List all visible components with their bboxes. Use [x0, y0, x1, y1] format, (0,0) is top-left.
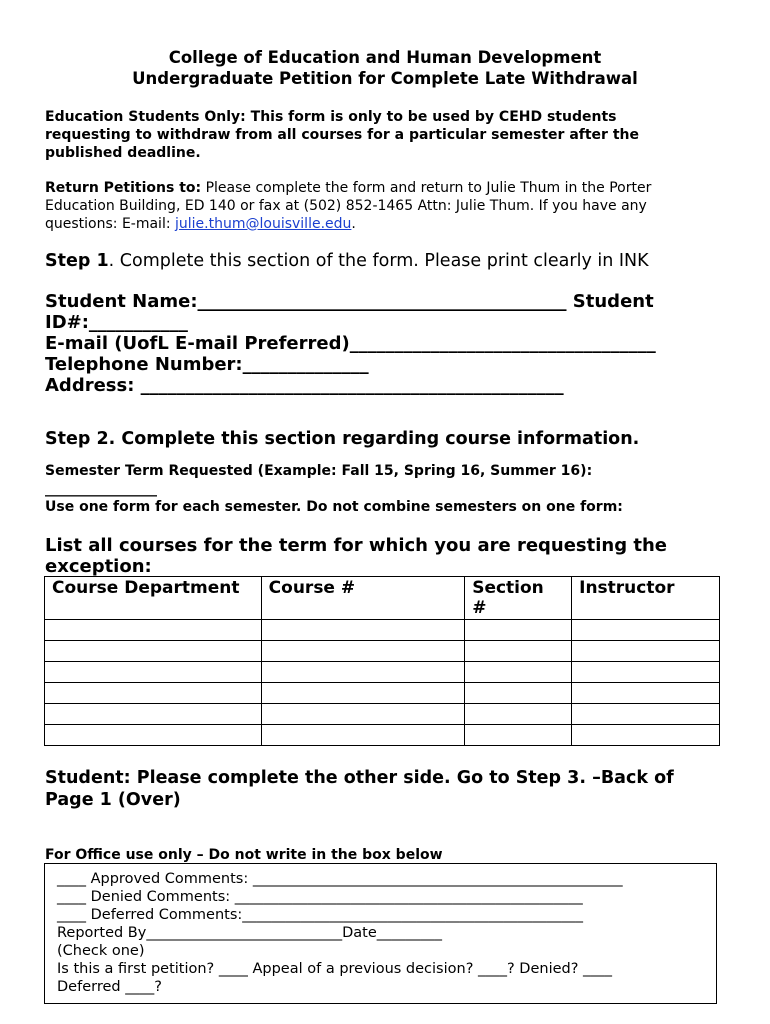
over-note-line2: Page 1 (Over): [45, 790, 181, 810]
cell-department[interactable]: [45, 704, 262, 725]
office-use-box: [44, 863, 717, 1004]
courses-list-line2: exception:: [45, 556, 152, 577]
email-field[interactable]: E-mail (UofL E-mail Preferred)__________________________________: [45, 333, 656, 354]
semester-term-field[interactable]: ________________: [45, 481, 157, 497]
cell-section[interactable]: [465, 641, 572, 662]
cell-course-number[interactable]: [261, 725, 465, 746]
cell-instructor[interactable]: [572, 641, 720, 662]
student-id-field[interactable]: ID#:___________: [45, 312, 188, 333]
approved-comments-field: ____ Approved Comments: ___________________________________________________: [57, 871, 623, 887]
cell-department[interactable]: [45, 683, 262, 704]
return-info-label: Return Petitions to:: [45, 180, 202, 196]
first-petition-line: Is this a first petition? ____ Appeal of a previous decision? ____? Denied? ____: [57, 961, 613, 977]
cell-section[interactable]: [465, 662, 572, 683]
col-instructor: Instructor: [572, 577, 720, 620]
cell-department[interactable]: [45, 662, 262, 683]
telephone-field[interactable]: Telephone Number:______________: [45, 354, 369, 375]
cell-instructor[interactable]: [572, 620, 720, 641]
table-row: [45, 620, 720, 641]
cell-course-number[interactable]: [261, 704, 465, 725]
table-row: [45, 704, 720, 725]
notice-line2: requesting to withdraw from all courses for a particular semester after the: [45, 127, 639, 143]
table-row: [45, 641, 720, 662]
cell-section[interactable]: [465, 704, 572, 725]
cell-section[interactable]: [465, 683, 572, 704]
cell-course-number[interactable]: [261, 662, 465, 683]
address-field[interactable]: Address: _______________________________________________: [45, 375, 564, 396]
col-section: Section #: [465, 577, 572, 620]
cell-instructor[interactable]: [572, 683, 720, 704]
over-note-line1: Student: Please complete the other side. Go to Step 3. –Back of: [45, 768, 674, 788]
table-row: [45, 683, 720, 704]
semester-term-label: Semester Term Requested (Example: Fall 15, Spring 16, Summer 16):: [45, 463, 593, 479]
cell-instructor[interactable]: [572, 662, 720, 683]
deferred-line: Deferred ____?: [57, 979, 162, 995]
check-one-label: (Check one): [57, 943, 145, 959]
one-form-note: Use one form for each semester. Do not combine semesters on one form:: [45, 499, 623, 515]
cell-course-number[interactable]: [261, 683, 465, 704]
student-name-field[interactable]: Student Name:_________________________________________ Student: [45, 291, 654, 312]
email-link[interactable]: julie.thum@louisville.edu: [175, 216, 352, 232]
courses-table: [44, 576, 720, 746]
notice-line1: Education Students Only: This form is only to be used by CEHD students: [45, 109, 617, 125]
return-info-line1: [45, 179, 651, 197]
step2-heading: Step 2. Complete this section regarding course information.: [45, 429, 640, 449]
return-info-line3: [45, 215, 356, 233]
return-info-text: Please complete the form and return to Julie Thum in the Porter: [201, 180, 652, 196]
form-title-line1: College of Education and Human Development: [168, 48, 602, 67]
office-use-heading: For Office use only – Do not write in the box below: [45, 847, 443, 863]
notice-line3: published deadline.: [45, 145, 201, 161]
table-row: [45, 662, 720, 683]
cell-course-number[interactable]: [261, 641, 465, 662]
courses-table-header: [45, 577, 720, 620]
form-title-line2: Undergraduate Petition for Complete Late Withdrawal: [132, 69, 638, 88]
step1-label: Step 1: [45, 251, 109, 271]
cell-department[interactable]: [45, 641, 262, 662]
return-info-prefix: questions: E-mail:: [45, 216, 176, 232]
cell-course-number[interactable]: [261, 620, 465, 641]
cell-instructor[interactable]: [572, 704, 720, 725]
courses-list-line1: List all courses for the term for which you are requesting the: [45, 535, 668, 556]
return-info-line2: Education Building, ED 140 or fax at (502) 852-1465 Attn: Julie Thum. If you have any: [45, 198, 647, 214]
step1-heading: [45, 251, 649, 272]
cell-section[interactable]: [465, 725, 572, 746]
cell-department[interactable]: [45, 725, 262, 746]
col-course-number: Course #: [261, 577, 465, 620]
cell-instructor[interactable]: [572, 725, 720, 746]
return-info-suffix: .: [351, 216, 356, 232]
step1-text: . Complete this section of the form. Please print clearly in INK: [108, 251, 649, 271]
cell-department[interactable]: [45, 620, 262, 641]
col-course-department: Course Department: [45, 577, 262, 620]
table-row: [45, 725, 720, 746]
denied-comments-field: ____ Denied Comments: ________________________________________________: [57, 889, 583, 905]
deferred-comments-field: ____ Deferred Comments:_______________________________________________: [57, 907, 584, 923]
cell-section[interactable]: [465, 620, 572, 641]
reported-by-field: Reported By___________________________Date_________: [57, 925, 442, 941]
